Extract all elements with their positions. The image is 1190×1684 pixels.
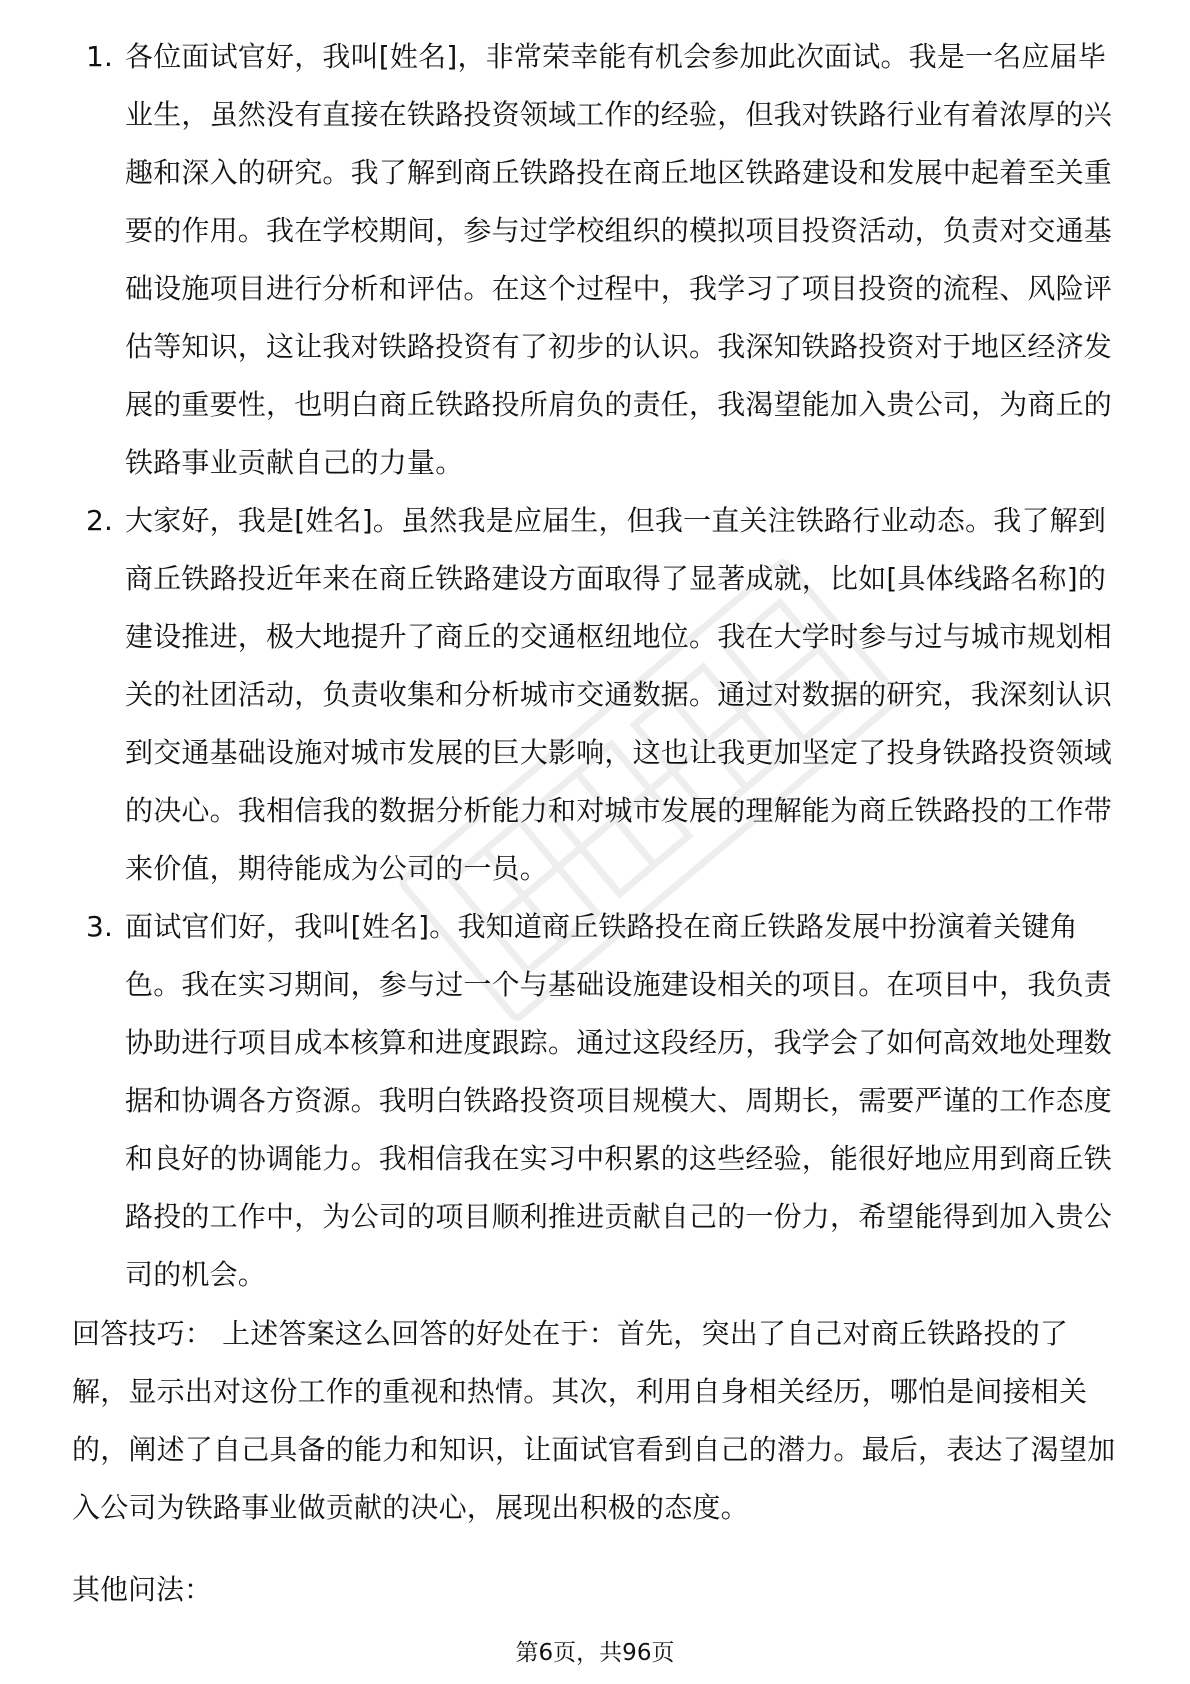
answer-number: 3. [86,910,114,943]
answer-number: 2. [86,504,114,537]
answer-number: 1. [86,40,114,73]
answer-text: 面试官们好，我叫[姓名]。我知道商丘铁路投在商丘铁路发展中扮演着关键角色。我在实习期间，参与过一个与基础设施建设相关的项目。在项目中，我负责协助进行项目成本核算和进度跟踪。通过这段经历，我学会了如何高效地处理数据和协调各方资源。我明白铁路投资项目规模大、周期长，需要严谨的工作态度和良好的协调能力。我相信我在实习中积累的这些经验，能很好地应用到商丘铁路投的工作中，为公司的项目顺利推进贡献自己的一份力，希望能得到加入贵公司的机会。 [125,910,1113,1291]
answer-item-3 [0,898,1190,1304]
answer-text: 大家好，我是[姓名]。虽然我是应届生，但我一直关注铁路行业动态。我了解到商丘铁路投近年来在商丘铁路建设方面取得了显著成就，比如[具体线路名称]的建设推进，极大地提升了商丘的交通枢纽地位。我在大学时参与过与城市规划相关的社团活动，负责收集和分析城市交通数据。通过对数据的研究，我深刻认识到交通基础设施对城市发展的巨大影响，这也让我更加坚定了投身铁路投资领域的决心。我相信我的数据分析能力和对城市发展的理解能为商丘铁路投的工作带来价值，期待能成为公司的一员。 [125,504,1113,885]
answer-item-1 [0,28,1190,492]
answer-tips-paragraph: 回答技巧： 上述答案这么回答的好处在于：首先，突出了自己对商丘铁路投的了解，显示出对这份工作的重视和热情。其次，利用自身相关经历，哪怕是间接相关的，阐述了自己具备的能力和知识，让面试官看到自己的潜力。最后，表达了渴望加入公司为铁路事业做贡献的决心，展现出积极的态度。 [72,1317,1116,1524]
answer-text: 各位面试官好，我叫[姓名]，非常荣幸能有机会参加此次面试。我是一名应届毕业生，虽然没有直接在铁路投资领域工作的经验，但我对铁路行业有着浓厚的兴趣和深入的研究。我了解到商丘铁路投在商丘地区铁路建设和发展中起着至关重要的作用。我在学校期间，参与过学校组织的模拟项目投资活动，负责对交通基础设施项目进行分析和评估。在这个过程中，我学习了项目投资的流程、风险评估等知识，这让我对铁路投资有了初步的认识。我深知铁路投资对于地区经济发展的重要性，也明白商丘铁路投所肩负的责任，我渴望能加入贵公司，为商丘的铁路事业贡献自己的力量。 [125,40,1113,479]
other-phrasings-heading: 其他问法： [72,1573,213,1606]
page-footer: 第6页，共96页 [515,1640,675,1666]
answer-list [0,28,1190,1304]
answer-item-2 [0,492,1190,898]
